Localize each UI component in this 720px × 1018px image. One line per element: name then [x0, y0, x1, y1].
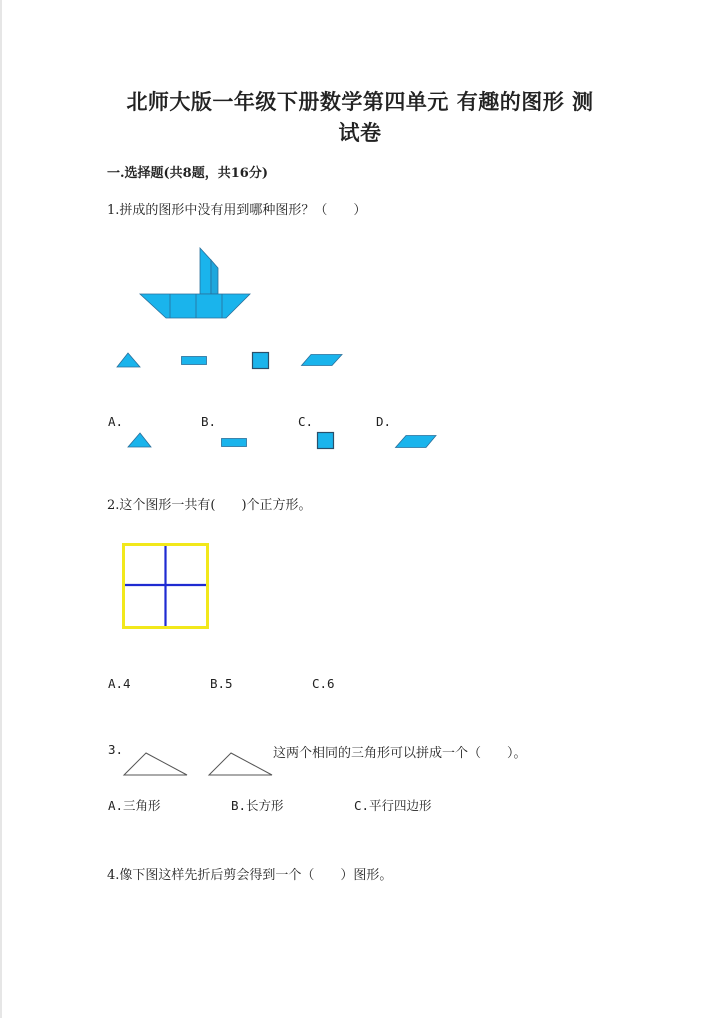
option-c-square [317, 432, 334, 449]
option-b-rectangle [221, 438, 247, 447]
option-2a[interactable]: A.4 [108, 676, 131, 691]
option-2c[interactable]: C.6 [312, 676, 335, 691]
page-title [60, 86, 660, 148]
question-2-text: 2.这个图形一共有( )个正方形。 [107, 498, 312, 513]
rectangle-shape [181, 356, 207, 365]
boat-sail-right [211, 260, 218, 294]
question-3-number: 3. [108, 742, 124, 757]
option-1c[interactable]: C. [298, 414, 314, 429]
section-heading: 一.选择题(共8题，共16分) [107, 166, 268, 181]
option-3a[interactable]: A.三角形 [108, 798, 161, 813]
boat-hull [140, 294, 250, 318]
option-1d[interactable]: D. [376, 414, 392, 429]
question-4-text: 4.像下图这样先折后剪会得到一个（ ）图形。 [107, 868, 393, 883]
question-3-triangle-right [207, 752, 275, 777]
option-1b[interactable]: B. [201, 414, 217, 429]
question-3-triangle-left [122, 752, 190, 777]
square-grid-figure [122, 543, 210, 629]
triangle-shape [116, 352, 141, 368]
boat-sail-left [200, 248, 211, 294]
page-edge [0, 0, 2, 1018]
title-line-2: 试卷 [338, 120, 382, 145]
option-d-parallelogram [395, 435, 437, 448]
question-1-text: 1.拼成的图形中没有用到哪种图形？（ ） [107, 203, 367, 218]
option-2b[interactable]: B.5 [210, 676, 233, 691]
title-line-1: 北师大版一年级下册数学第四单元 有趣的图形 测 [126, 89, 594, 114]
option-3b[interactable]: B.长方形 [231, 798, 284, 813]
question-3-text: 这两个相同的三角形可以拼成一个（ ）。 [273, 746, 527, 761]
boat-figure [138, 248, 253, 323]
option-3c[interactable]: C.平行四边形 [354, 798, 432, 813]
option-a-triangle [127, 432, 152, 448]
square-shape [252, 352, 269, 369]
option-1a[interactable]: A. [108, 414, 124, 429]
parallelogram-shape [301, 354, 343, 366]
